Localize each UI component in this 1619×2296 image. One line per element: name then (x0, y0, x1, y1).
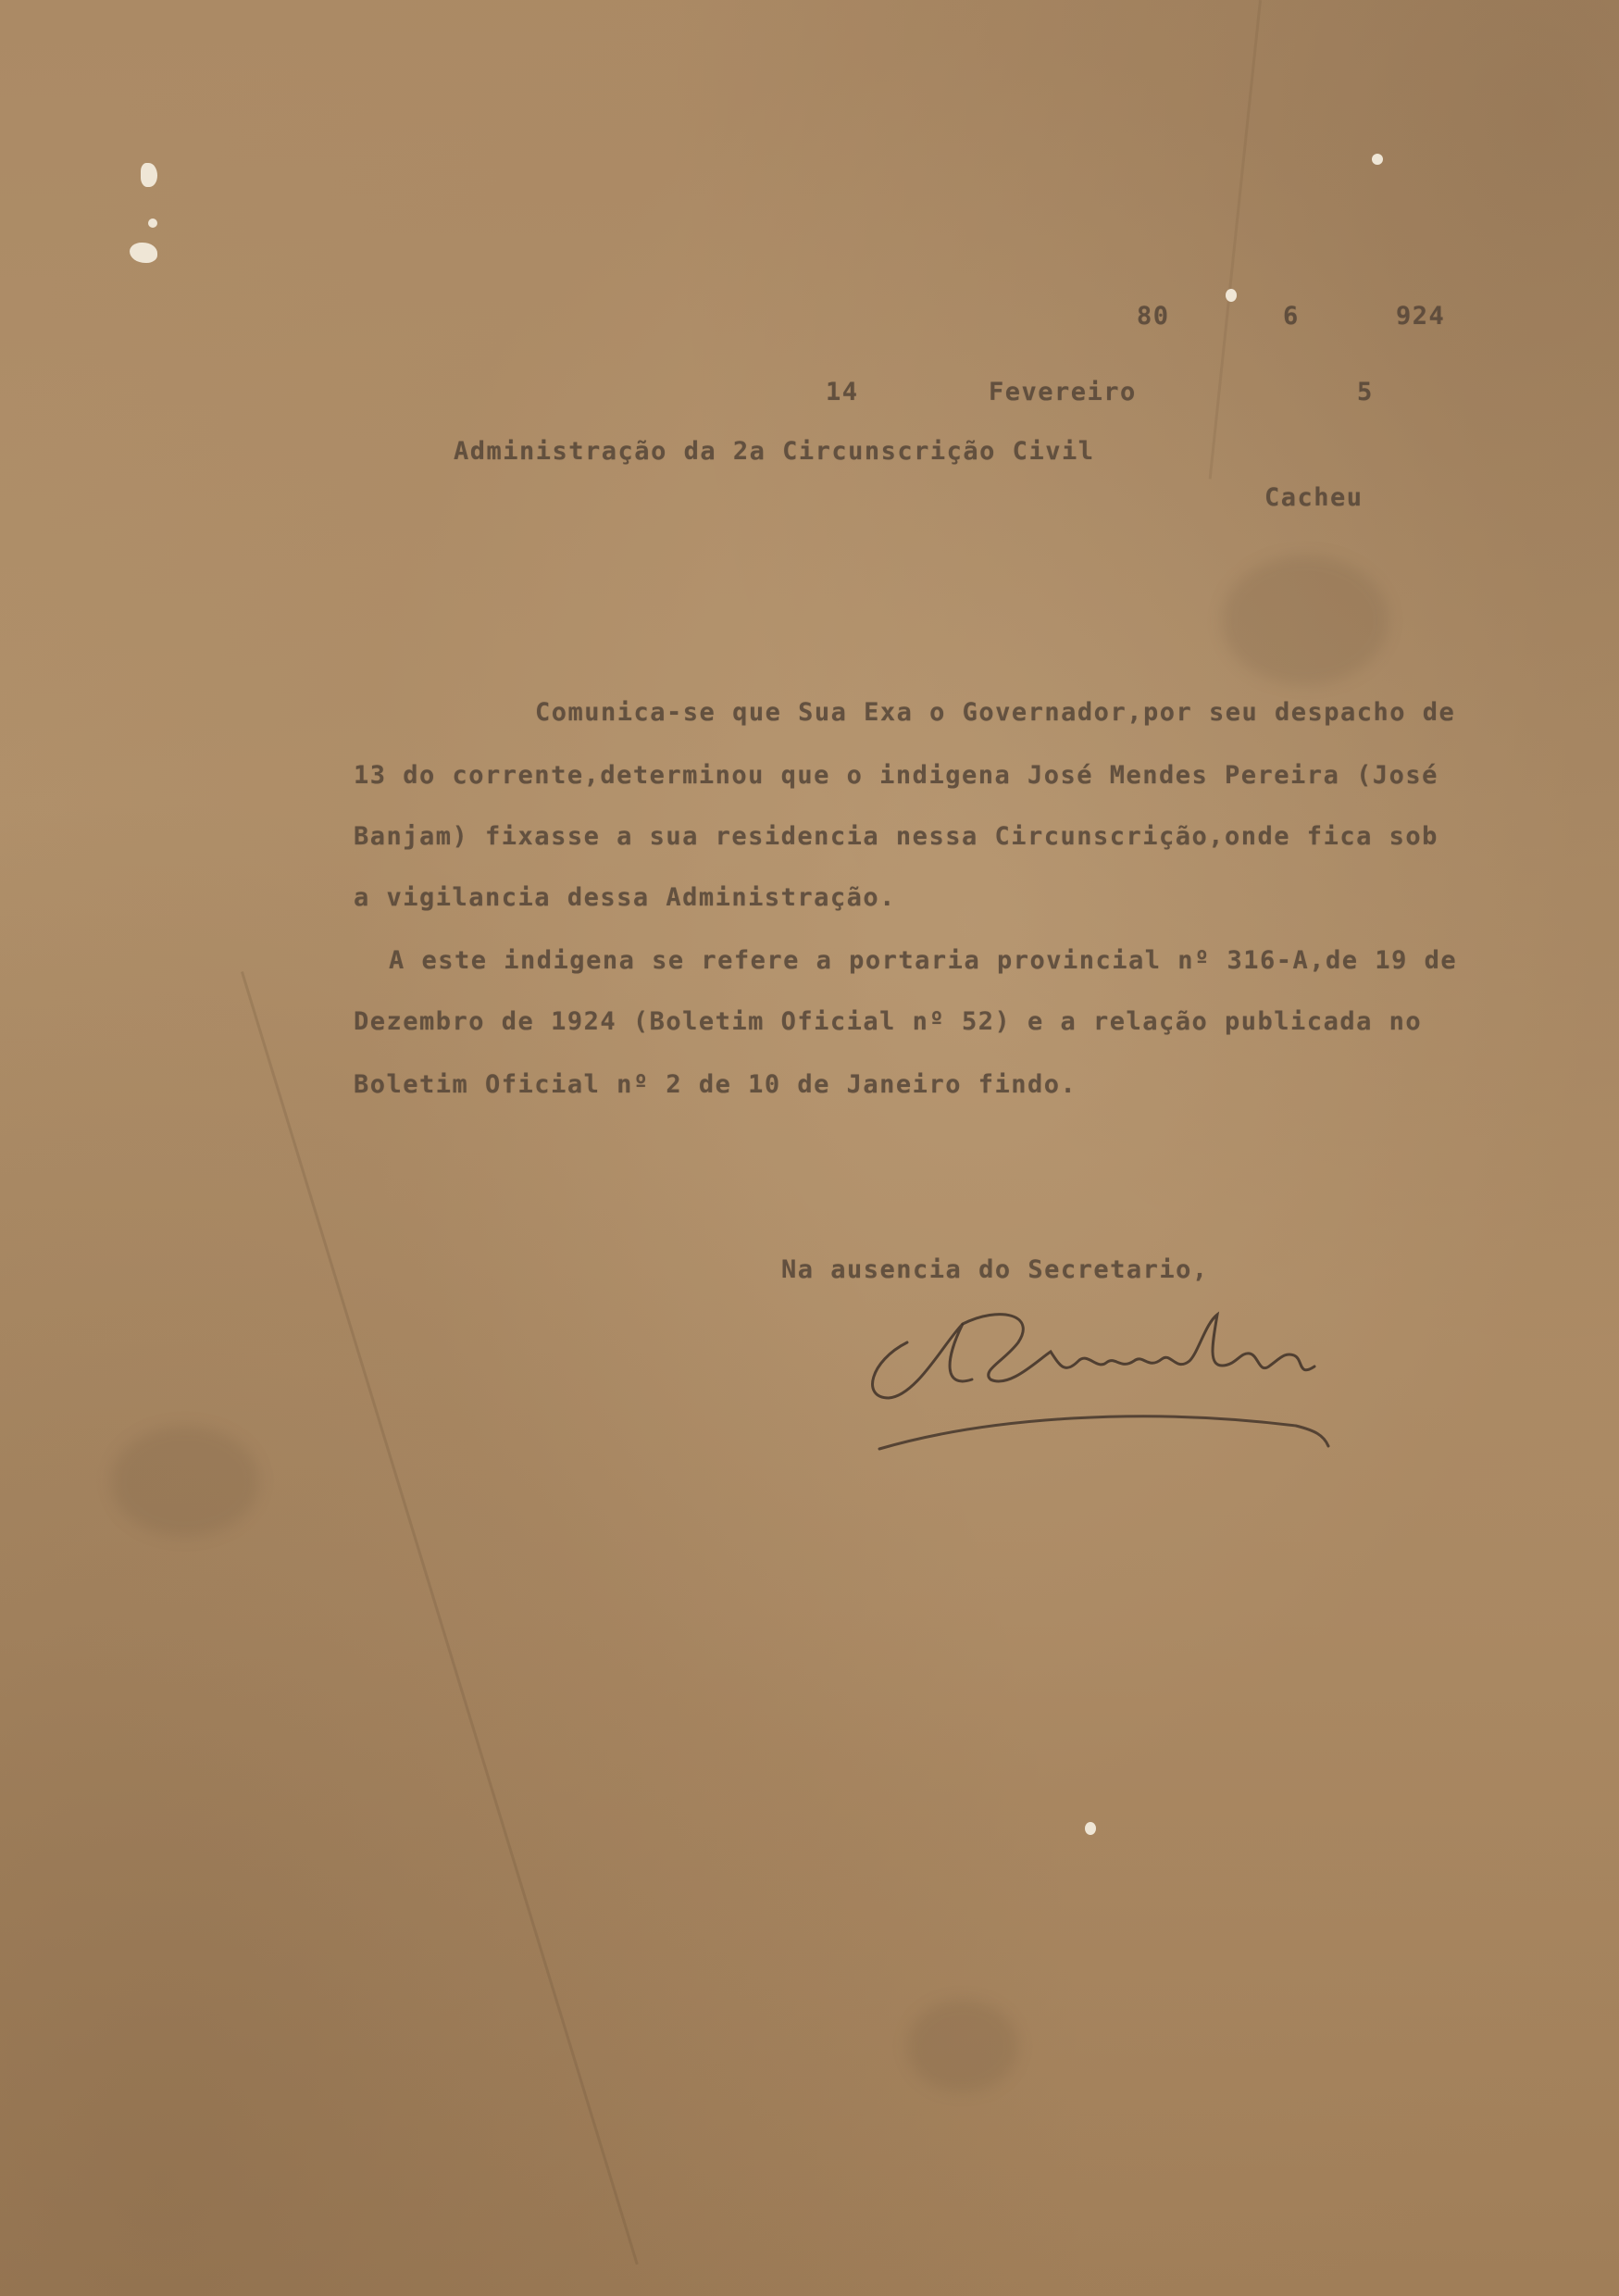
body-line: Banjam) fixasse a sua residencia nessa Circunscrição,onde fica sob (354, 822, 1438, 851)
paper-damage-spot (1085, 1822, 1096, 1835)
paper-damage-spot (1372, 154, 1383, 165)
reference-number: 924 (1396, 302, 1446, 331)
date-extra-number: 5 (1357, 378, 1374, 406)
body-line: Dezembro de 1924 (Boletim Oficial nº 52) e a relação publicada no (354, 1007, 1423, 1036)
closing-text: Na ausencia do Secretario, (781, 1255, 1209, 1284)
body-line: A este indigena se refere a portaria provincial nº 316-A,de 19 de (389, 946, 1458, 975)
addressee: Administração da 2a Circunscrição Civil (454, 437, 1095, 466)
body-line: Comunica-se que Sua Exa o Governador,por seu despacho de (535, 698, 1456, 727)
paper-fold-line (1209, 0, 1262, 479)
paper-stain (1222, 555, 1389, 685)
paper-fold-line (241, 971, 639, 2265)
paper-stain (111, 1426, 259, 1537)
handwritten-signature (852, 1287, 1370, 1472)
reference-number: 80 (1137, 302, 1170, 331)
date-month: Fevereiro (989, 378, 1137, 406)
paper-stain (907, 2000, 1018, 2092)
body-line: a vigilancia dessa Administração. (354, 883, 896, 912)
body-line: Boletim Oficial nº 2 de 10 de Janeiro findo. (354, 1070, 1077, 1099)
paper-damage-spot (141, 163, 157, 187)
place: Cacheu (1264, 483, 1364, 512)
date-day: 14 (826, 378, 859, 406)
paper-damage-spot (148, 218, 157, 228)
paper-damage-spot (1226, 289, 1237, 302)
reference-number: 6 (1283, 302, 1300, 331)
body-line: 13 do corrente,determinou que o indigena José Mendes Pereira (José (354, 761, 1438, 790)
paper-damage-spot (130, 243, 157, 263)
